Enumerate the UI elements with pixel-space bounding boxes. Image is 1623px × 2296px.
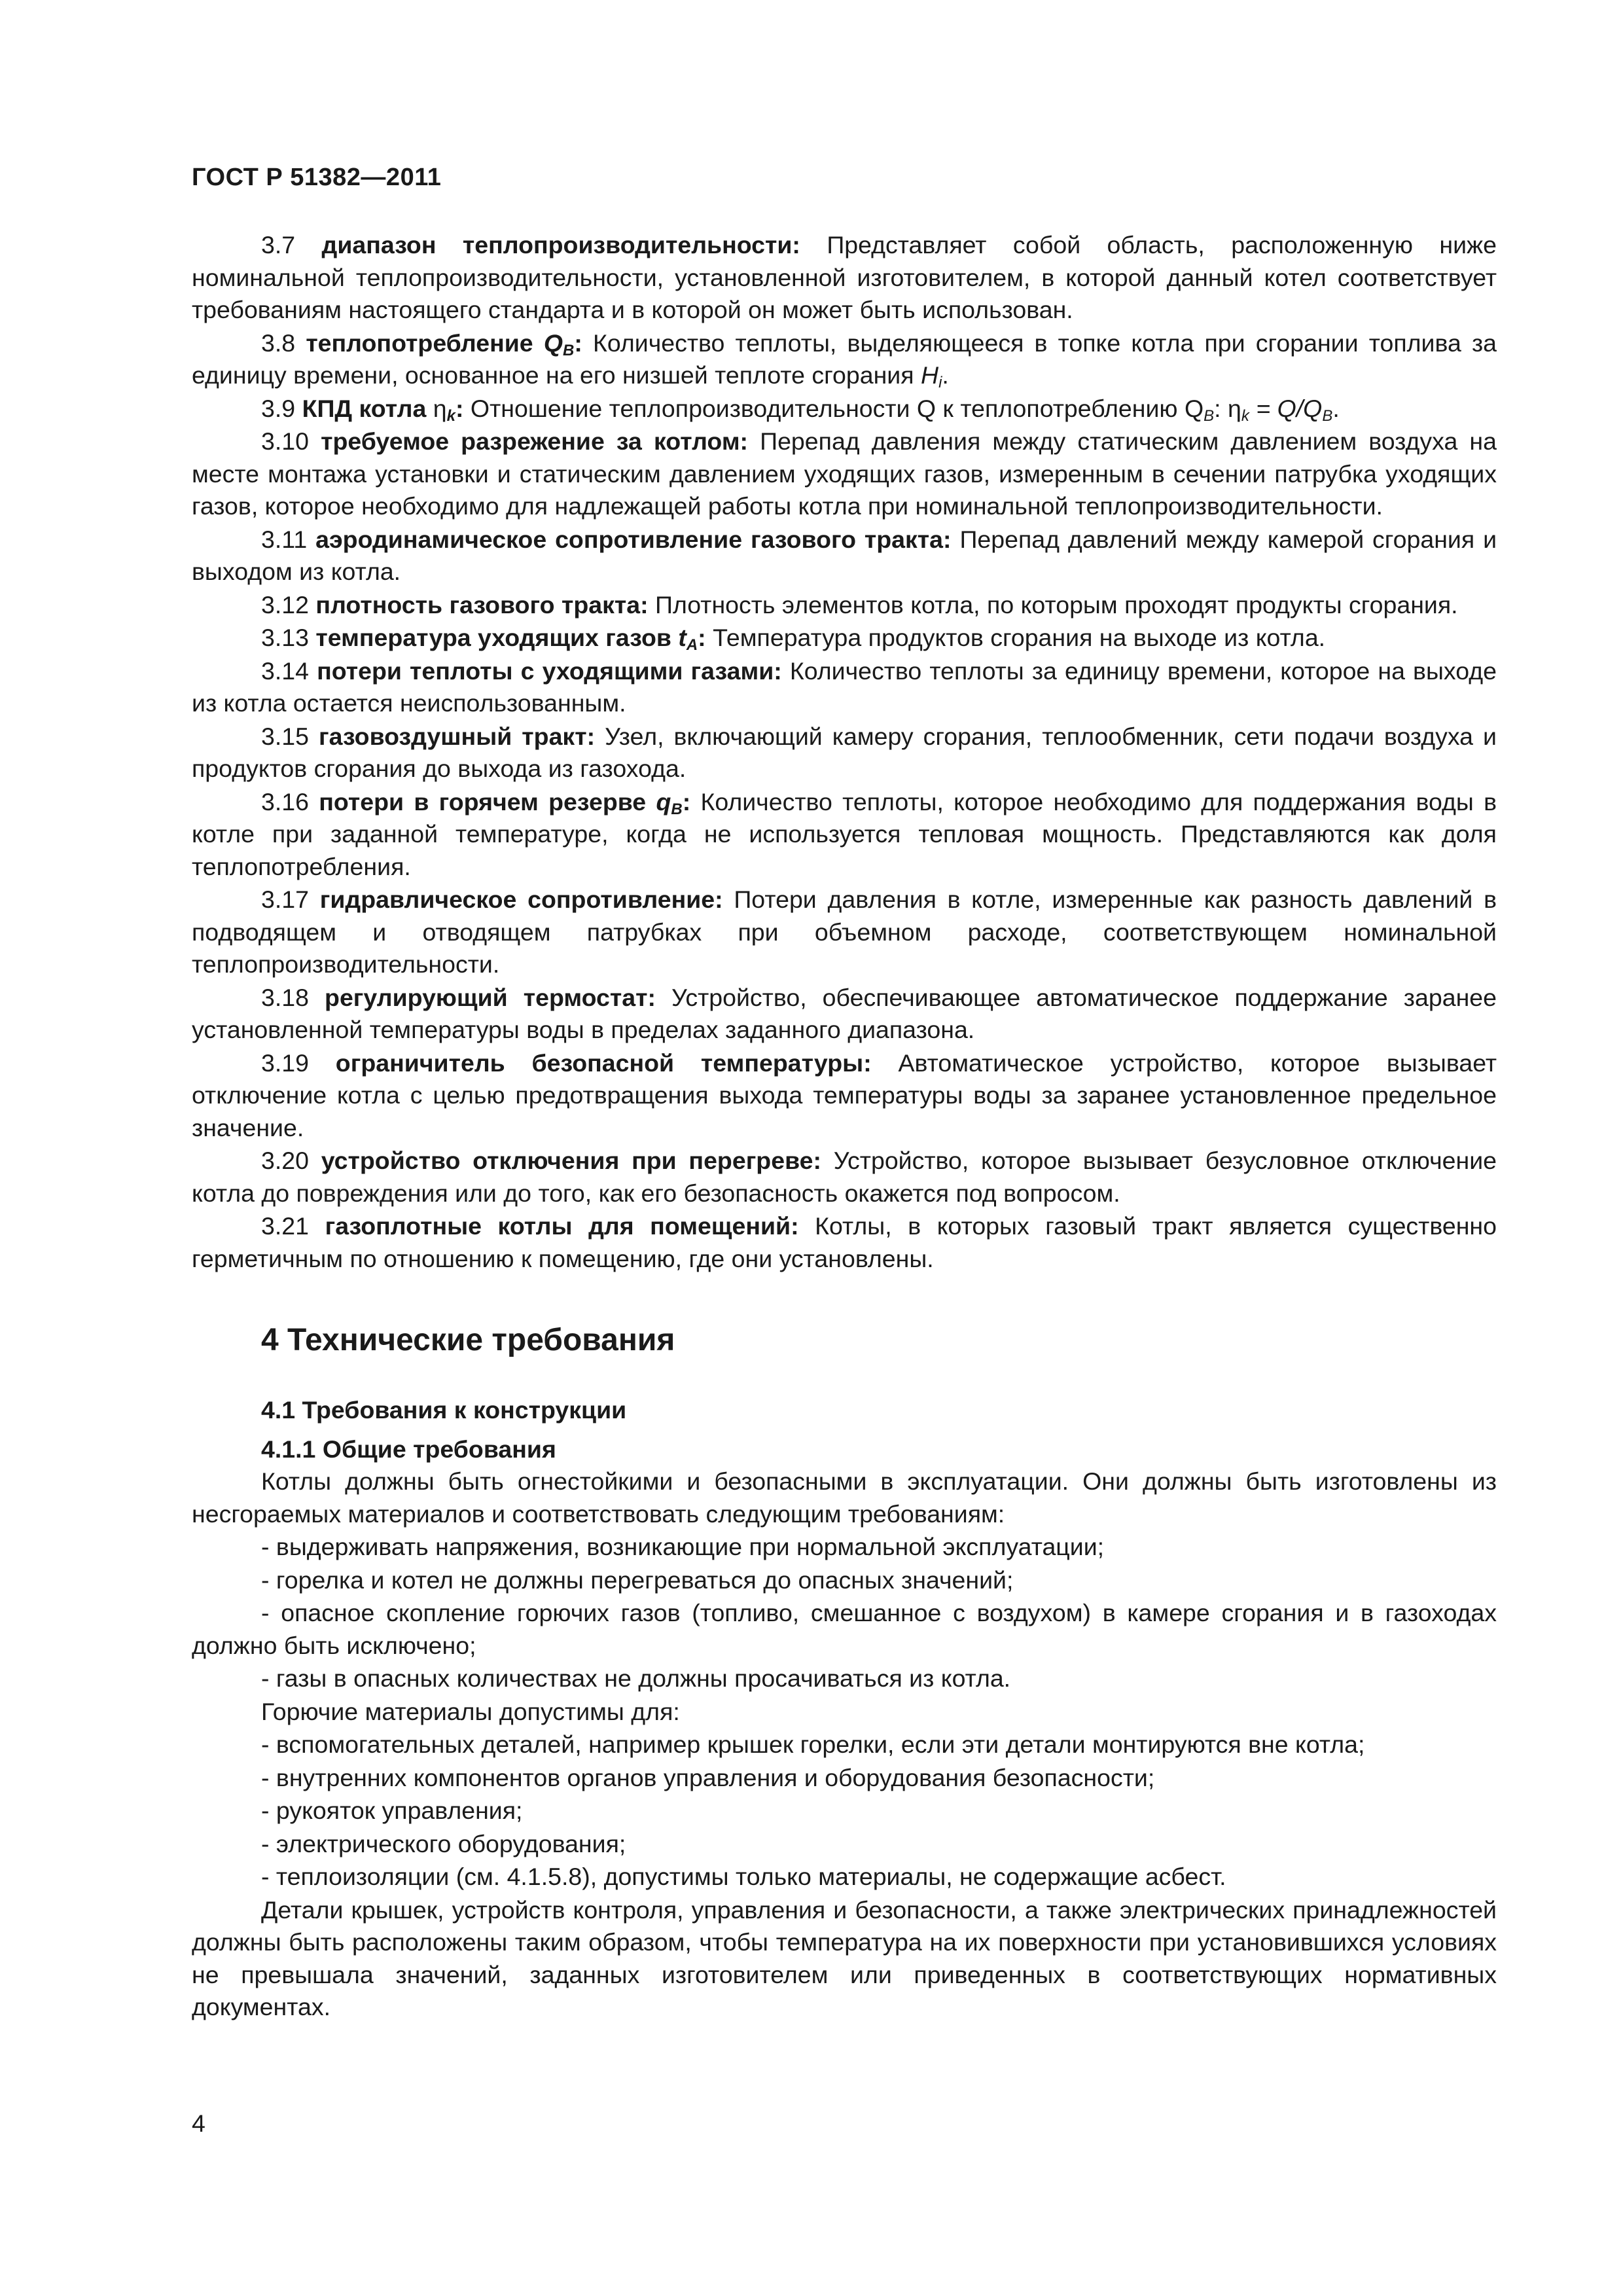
definition-number: 3.13 — [261, 624, 309, 651]
definition-number: 3.15 — [261, 722, 309, 750]
definition-text: Устройство, которое вызывает безусловное отключение котла до повреждения или до того, как его безопасность окажется под вопросом. — [192, 1147, 1497, 1207]
definition-3-20 — [192, 1145, 1497, 1210]
definition-term: газовоздушный тракт: — [319, 722, 596, 750]
definition-term: аэродинамическое сопротивление газового тракта: — [315, 525, 952, 553]
definition-term: регулирующий термостат: — [325, 983, 656, 1011]
definition-text: Потери давления в котле, измеренные как разность давлений в подводящем и отводящем патрубках при объемном расходе, соответствующем номинальной теплопроизводительности. — [192, 886, 1497, 978]
definition-text: Котлы, в которых газовый тракт является существенно герметичным по отношению к помещению, где они установлены. — [192, 1212, 1497, 1272]
symbol: H — [920, 361, 939, 389]
definition-3-14 — [192, 655, 1497, 720]
list-item: - выдерживать напряжения, возникающие при нормальной эксплуатации; — [261, 1533, 1105, 1560]
subsubsection-heading: 4.1.1 Общие требования — [261, 1435, 556, 1463]
definition-term: устройство отключения при перегреве: — [321, 1147, 821, 1174]
definition-3-15 — [192, 721, 1497, 785]
definition-text: Узел, включающий камеру сгорания, теплообменник, сети подачи воздуха и продуктов сгорания до выхода из газохода. — [192, 722, 1497, 782]
definition-3-7 — [192, 229, 1497, 327]
definition-term: потери теплоты с уходящими газами: — [317, 656, 782, 685]
definition-3-13 — [192, 622, 1497, 655]
definition-3-10 — [192, 425, 1497, 523]
definition-number: 3.19 — [261, 1049, 309, 1077]
definition-number: 3.9 — [261, 394, 296, 422]
list-item: - электрического оборудования; — [261, 1829, 626, 1857]
list-item: - опасное скопление горючих газов (топливо, смешанное с воздухом) в камере сгорания и в газоходах должно быть исключено; — [192, 1599, 1497, 1659]
definition-term: температура уходящих газов $t_A$: — [315, 624, 706, 654]
definition-3-18 — [192, 982, 1497, 1047]
definition-text: Количество теплоты, которое необходимо для поддержания воды в котле при заданной температуре, когда не используется тепловая мощность. Представляются как доля теплопотребления. — [192, 787, 1497, 880]
definition-3-9 — [192, 393, 1497, 425]
list-item: - рукояток управления; — [261, 1797, 523, 1824]
definition-number: 3.18 — [261, 983, 309, 1011]
definition-term: диапазон теплопроизводительности: — [321, 231, 800, 259]
list-item: - внутренних компонентов органов управления и оборудования безопасности; — [261, 1763, 1155, 1791]
definition-term: теплопотребление $Q_B$: — [306, 329, 582, 359]
document-header: ГОСТ Р 51382—2011 — [192, 164, 442, 191]
definition-term: потери в горячем резерве $q_B$: — [319, 787, 691, 818]
definition-3-21 — [192, 1210, 1497, 1275]
subsection-heading: 4.1 Требования к конструкции — [261, 1396, 627, 1424]
page-number: 4 — [192, 2109, 205, 2137]
definition-3-17 — [192, 884, 1497, 981]
combustible-intro: Горючие материалы допустимы для: — [261, 1697, 680, 1725]
definition-number: 3.11 — [261, 525, 308, 553]
definition-number: 3.20 — [261, 1147, 309, 1174]
definition-3-16 — [192, 786, 1497, 884]
list-item: - газы в опасных количествах не должны просачиваться из котла. — [261, 1664, 1011, 1692]
definition-text: Перепад давления между статическим давлением воздуха на месте монтажа установки и статическим давлением уходящих газов, измеренным в сечении патрубка уходящих газов, которое необходимо для надлежащей работы котла при номинальной теплопроизводительности. — [192, 427, 1497, 520]
page-content — [192, 229, 1497, 2024]
definition-number: 3.16 — [261, 787, 309, 816]
definition-term: КПД котла $\eta_k$: — [302, 394, 464, 425]
definition-text: Представляет собой область, расположенную ниже номинальной теплопроизводительности, установленной изготовителем, в которой данный котел соответствует требованиям настоящего стандарта и в которой он может быть использован. — [192, 231, 1497, 323]
list-item: - горелка и котел не должны перегреваться до опасных значений; — [261, 1566, 1014, 1594]
definition-number: 3.17 — [261, 886, 309, 913]
section-intro: Котлы должны быть огнестойкими и безопасными в эксплуатации. Они должны быть изготовлены из несгораемых материалов и соответствовать следующим требованиям: — [192, 1467, 1497, 1528]
list-item: - теплоизоляции (см. 4.1.5.8), допустимы только материалы, не содержащие асбест. — [261, 1863, 1226, 1890]
definition-text: Плотность элементов котла, по которым проходят продукты сгорания. — [654, 590, 1458, 619]
definition-3-8: 3.8 теплопотребление $Q_B$: Количество теплоты, выделяющееся в топке котла при сгорании топлива за единицу времени, основанное на его низшей теплоте сгорания $H_i$. — [192, 329, 1497, 391]
definition-number: 3.7 — [261, 231, 296, 259]
definition-number: 3.14 — [261, 656, 309, 685]
definition-term: ограничитель безопасной температуры: — [335, 1049, 872, 1077]
definition-text: Температура продуктов сгорания на выходе из котла. — [713, 624, 1326, 651]
closing-paragraph: Детали крышек, устройств контроля, управления и безопасности, а также электрических принадлежностей должны быть расположены таким образом, чтобы температура на их поверхности при установившихся условиях не превышала значений, заданных изготовителем или приведенных в соответствующих нормативных документах. — [192, 1895, 1497, 2020]
definition-number: 3.12 — [261, 590, 309, 619]
definition-text: Количество теплоты за единицу времени, которое на выходе из котла остается неиспользованным. — [192, 656, 1497, 717]
definition-text: Автоматическое устройство, которое вызывает отключение котла с целью предотвращения выхода температуры воды за заранее установленное предельное значение. — [192, 1049, 1497, 1141]
definition-3-11 — [192, 524, 1497, 588]
definition-term: плотность газового тракта: — [315, 590, 649, 619]
definition-term: требуемое разрежение за котлом: — [321, 427, 749, 455]
definition-text: Отношение теплопроизводительности Q к теплопотреблению $Q_B$: $\eta_k = Q/Q_B$. — [470, 394, 1340, 425]
definition-number: 3.10 — [261, 427, 309, 455]
definition-text: Устройство, обеспечивающее автоматическое поддержание заранее установленной температуры воды в пределах заданного диапазона. — [192, 983, 1497, 1043]
definition-3-12 — [192, 589, 1497, 622]
definition-term: гидравлическое сопротивление: — [319, 886, 723, 913]
definition-text: Перепад давлений между камерой сгорания и выходом из котла. — [192, 525, 1497, 585]
definition-number: 3.8 — [261, 329, 296, 357]
definition-3-19 — [192, 1047, 1497, 1145]
list-item: - вспомогательных деталей, например крышек горелки, если эти детали монтируются вне котла; — [261, 1731, 1365, 1758]
definition-text: Количество теплоты, выделяющееся в топке котла при сгорании топлива за единицу времени, основанное на его низшей теплоте сгорания — [192, 329, 1497, 389]
definition-term: газоплотные котлы для помещений: — [325, 1212, 799, 1240]
section-heading: 4 Технические требования — [261, 1323, 675, 1357]
definition-number: 3.21 — [261, 1212, 309, 1240]
